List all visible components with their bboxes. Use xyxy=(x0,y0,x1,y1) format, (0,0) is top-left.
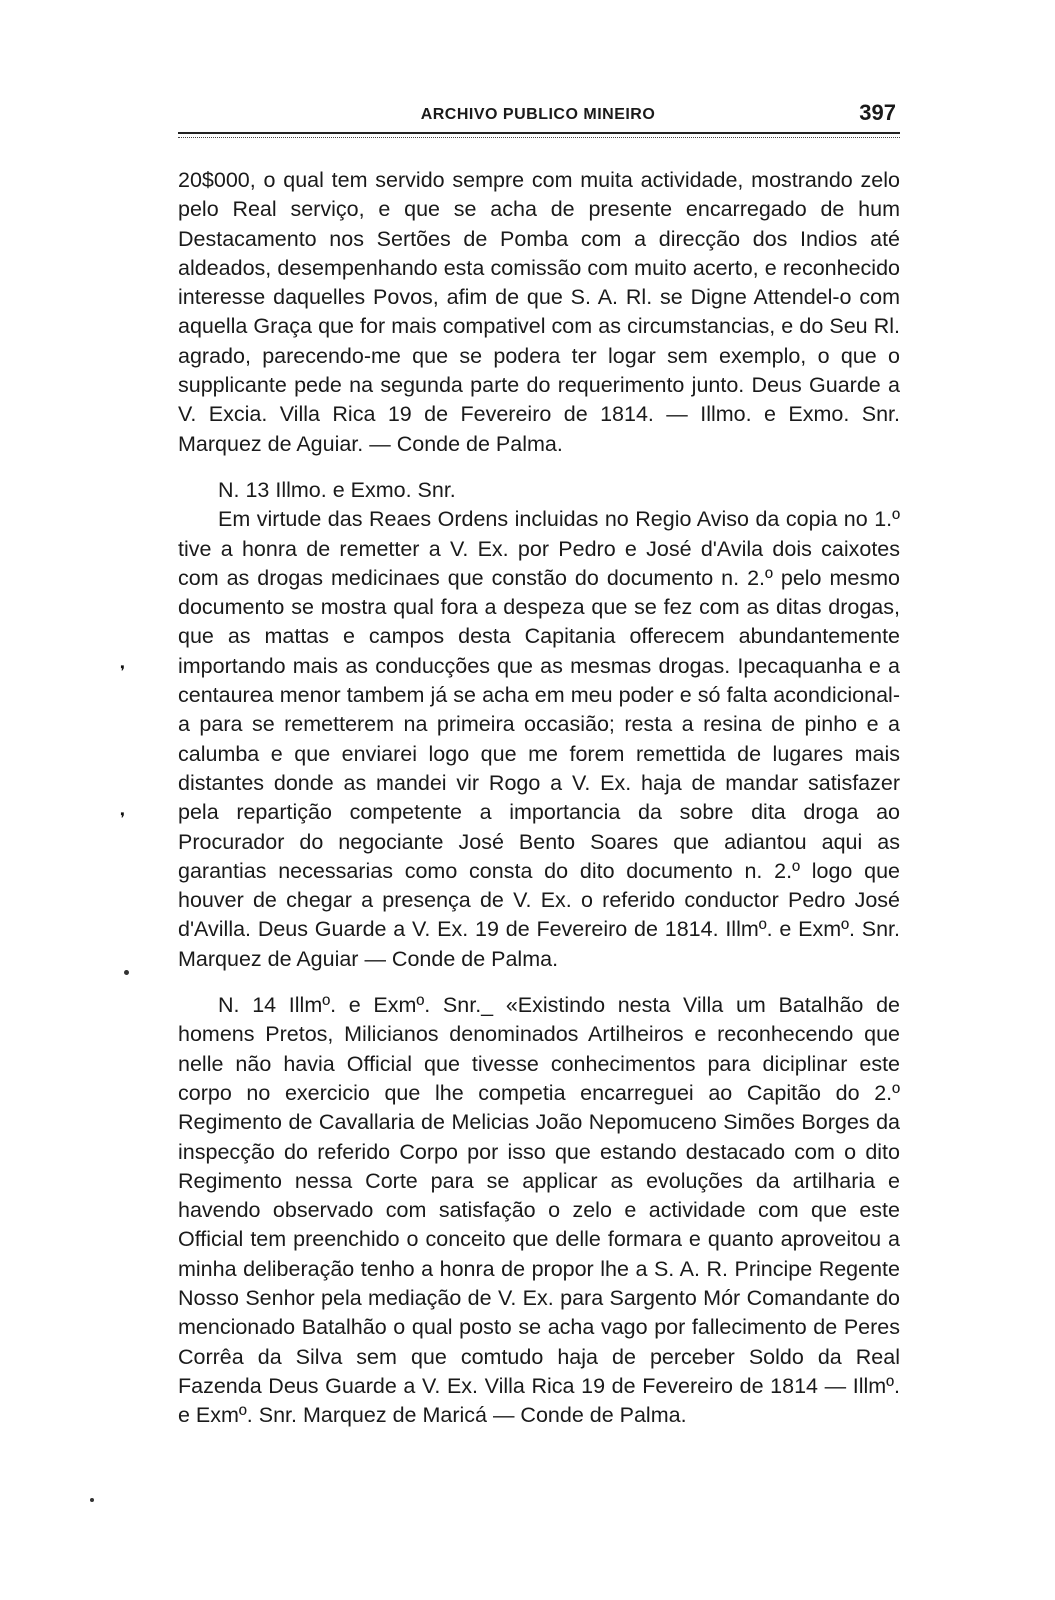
letter-heading-13: N. 13 Illmo. e Exmo. Snr. xyxy=(218,477,456,502)
running-title: ARCHIVO PUBLICO MINEIRO xyxy=(420,106,656,123)
margin-dot xyxy=(90,1498,94,1502)
paragraph-letter-continuation: 20$000, o qual tem servido sempre com muita actividade, mostrando zelo pelo Real serviço, e que se acha de presente encarregado de hum Destacamento nos Sertões de Pomba com a direcção dos Indios até aldeados, desempenhando esta comissão com muito acerto, e reconhecido interesse daquelles Povos, afim de que S. A. Rl. se Digne Attendel-o com aquella Graça que for mais compativel com as circumstancias, e do Seu Rl. agrado, parecendo-me que se podera ter logar sem exemplo, o que o supplicante pede na segunda parte do requerimento junto. Deus Guarde a V. Excia. Villa Rica 19 de Fevereiro de 1814. — Illmo. e Exmo. Snr. Marquez de Aguiar. — Conde de Palma. xyxy=(178,168,900,456)
margin-dot xyxy=(124,970,129,975)
header-rule xyxy=(178,132,900,138)
page-header xyxy=(178,96,898,130)
margin-mark: ❜ xyxy=(120,811,126,828)
margin-mark: ❜ xyxy=(120,664,126,681)
paragraph-letter-13: Em virtude das Reaes Ordens incluidas no Regio Aviso da copia no 1.º tive a honra de remetter a V. Ex. por Pedro e José d'Avila dois caixotes com as drogas medicinaes que constão do documento n. 2.º pelo mesmo documento se mostra qual fora a despeza que se fez com as ditas drogas, que as mattas e campos desta Capitania offerecem abundantemente importando mais as conducções que as mesmas drogas. Ipecaquanha e a centaurea menor tambem já se acha em meu poder e só falta acondicional-a para se remetterem na primeira occasião; resta a resina de pinho e a calumba e que enviarei logo que me forem remettida de lugares mais distantes donde as mandei vir Rogo a V. Ex. haja de mandar satisfazer pela repartição competente a importancia da sobre dita droga ao Procurador do negociante José Bento Soares que adiantou aqui as garantias necessarias como consta do dito documento n. 2.º logo que houver de chegar a presença de V. Ex. o referido conductor Pedro José d'Avilla. Deus Guarde a V. Ex. 19 de Fevereiro de 1814. Illmº. e Exmº. Snr. Marquez de Aguiar — Conde de Palma. xyxy=(178,507,900,971)
page-number: 397 xyxy=(859,100,896,125)
paragraph-letter-14: N. 14 Illmº. e Exmº. Snr._ «Existindo nesta Villa um Batalhão de homens Pretos, Milicianos denominados Artilheiros e reconhecendo que nelle não havia Official que tivesse conhecimentos para diciplinar este corpo no exercicio que lhe competia encarreguei ao Capitão do 2.º Regimento de Cavallaria de Melicias João Nepomuceno Simões Borges da inspecção do referido Corpo por isso que estando destacado com o dito Regimento nessa Corte para se applicar as evoluções da artilharia e havendo observado com satisfação o zelo e actividade com que este Official tem preenchido o conceito que delle formara e quanto aproveitou a minha deliberação tenho a honra de propor lhe a S. A. R. Principe Regente Nosso Senhor pela mediação de V. Ex. para Sargento Mór Comandante do mencionado Batalhão o qual posto se acha vago por fallecimento de Peres Corrêa da Silva sem que comtudo haja de perceber Soldo da Real Fazenda Deus Guarde a V. Ex. Villa Rica 19 de Fevereiro de 1814 — Illmº. e Exmº. Snr. Marquez de Maricá — Conde de Palma. xyxy=(178,993,900,1428)
body-text xyxy=(178,166,900,1430)
